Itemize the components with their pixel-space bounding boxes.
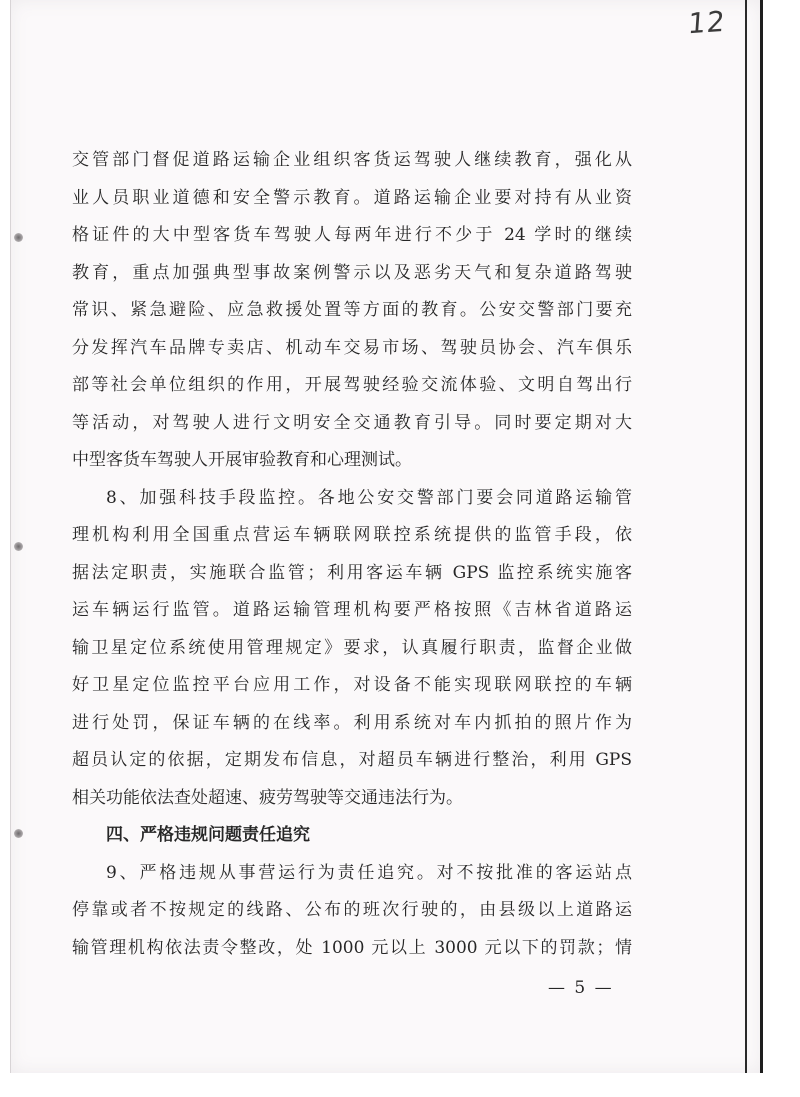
body-text bbox=[72, 142, 632, 967]
text-line: 业人员职业道德和安全警示教育。道路运输企业要对持有从业资 bbox=[72, 187, 632, 208]
text-line: 部等社会单位组织的作用，开展驾驶经验交流体验、文明自驾出行 bbox=[72, 375, 632, 395]
text-line: 分发挥汽车品牌专卖店、机动车交易市场、驾驶员协会、汽车俱乐 bbox=[72, 337, 632, 358]
text-line: 交管部门督促道路运输企业组织客货运驾驶人继续教育，强化从 bbox=[72, 150, 632, 170]
text-line: 好卫星定位监控平台应用工作，对设备不能实现联网联控的车辆 bbox=[72, 675, 632, 695]
page-left-edge bbox=[10, 0, 11, 1073]
page-number: — 5 — bbox=[548, 978, 614, 998]
text-line: 运车辆运行监管。道路运输管理机构要严格按照《吉林省道路运 bbox=[72, 600, 632, 620]
binding-hole bbox=[14, 542, 23, 551]
binding-hole bbox=[14, 829, 23, 838]
page-right-edge bbox=[745, 0, 747, 1073]
text-line: 进行处罚，保证车辆的在线率。利用系统对车内抓拍的照片作为 bbox=[72, 712, 632, 733]
binding-hole bbox=[14, 233, 23, 242]
text-line: 教育，重点加强典型事故案例警示以及恶劣天气和复杂道路驾驶 bbox=[72, 262, 632, 283]
page-right-shadow bbox=[760, 0, 763, 1073]
text-line: 超员认定的依据，定期发布信息，对超员车辆进行整治，利用 GPS bbox=[72, 750, 632, 770]
text-line: 9、严格违规从事营运行为责任追究。对不按批准的客运站点 bbox=[106, 862, 632, 883]
text-line: 据法定职责，实施联合监管；利用客运车辆 GPS 监控系统实施客 bbox=[72, 562, 632, 583]
text-line: 停靠或者不按规定的线路、公布的班次行驶的，由县级以上道路运 bbox=[72, 900, 632, 920]
text-line: 8、加强科技手段监控。各地公安交警部门要会同道路运输管 bbox=[106, 487, 632, 508]
text-line: 等活动，对驾驶人进行文明安全交通教育引导。同时要定期对大 bbox=[72, 412, 632, 433]
handwritten-annotation: 12 bbox=[686, 4, 727, 41]
text-line: 输卫星定位系统使用管理规定》要求，认真履行职责，监督企业做 bbox=[72, 637, 632, 658]
text-line: 中型客货车驾驶人开展审验教育和心理测试。 bbox=[72, 450, 412, 470]
text-line: 常识、紧急避险、应急救援处置等方面的教育。公安交警部门要充 bbox=[72, 300, 632, 320]
text-line: 输管理机构依法责令整改，处 1000 元以上 3000 元以下的罚款；情 bbox=[72, 937, 632, 958]
section-heading: 四、严格违规问题责任追究 bbox=[106, 825, 310, 845]
text-line: 理机构利用全国重点营运车辆联网联控系统提供的监管手段，依 bbox=[72, 525, 632, 545]
text-line: 相关功能依法查处超速、疲劳驾驶等交通违法行为。 bbox=[72, 787, 463, 808]
text-line: 格证件的大中型客货车驾驶人每两年进行不少于 24 学时的继续 bbox=[72, 225, 632, 245]
